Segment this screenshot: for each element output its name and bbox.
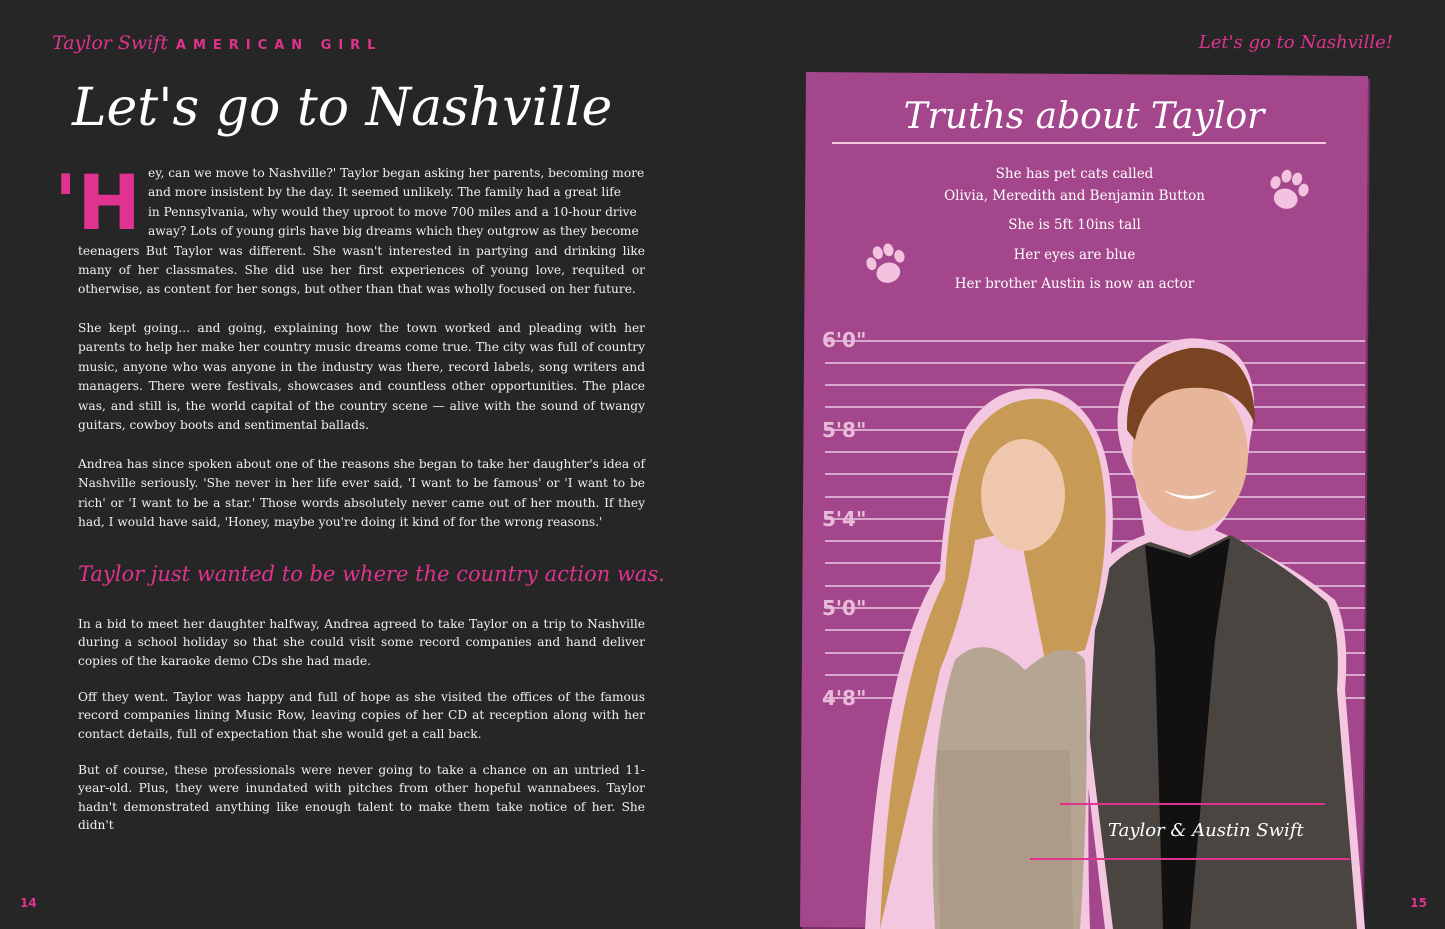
- panel-divider: [832, 142, 1326, 144]
- p1-line: in Pennsylvania, why would they uproot to move 700 miles and a 10-hour drive: [148, 204, 637, 219]
- height-label: 5'8": [822, 418, 867, 442]
- page-title: Let's go to Nashville: [72, 78, 613, 138]
- header-caps: AMERICAN GIRL: [175, 38, 383, 53]
- header-script: Taylor Swift: [52, 32, 168, 54]
- paw-print-icon: [860, 238, 912, 290]
- pull-quote: Taylor just wanted to be where the country action was.: [78, 562, 665, 586]
- p1-line: away? Lots of young girls have big dreams which they outgrow as they become: [148, 224, 639, 239]
- caption-rule-top: [1060, 803, 1325, 805]
- p1-line: and more insistent by the day. It seemed unlikely. The family had a great life: [148, 185, 621, 200]
- p1-rest: teenagers But Taylor was different. She wasn't interested in partying and drinking like many of her classmates. She did use her first experiences of young love, requited or otherwise, as content for her songs, but other than that was wholly focused on her future.: [78, 243, 645, 297]
- paragraph-6: But of course, these professionals were never going to take a chance on an untried 11-year-old. Plus, they were inundated with pitches from other hopeful wannabees. Taylor hadn't demonstrated anything like enough talent to make them take notice of her. She didn't: [78, 763, 645, 832]
- height-label: 5'0": [822, 596, 867, 620]
- paragraph-5: Off they went. Taylor was happy and full of hope as she visited the offices of the famous record companies lining Music Row, leaving copies of her CD at reception along with her contact details, full of expectation that she would get a call back.: [78, 690, 645, 741]
- drop-cap: 'H: [54, 158, 141, 247]
- paragraph-3: Andrea has since spoken about one of the reasons she began to take her daughter's idea of Nashville seriously. 'She never in her life ever said, 'I want to be famous' or 'I want to be rich' or 'I want to be a star.' Those words absolutely never came out of her mouth. If they had, I would have said, 'Honey, maybe you're doing it kind of for the wrong reasons.': [78, 457, 645, 530]
- paragraph-1: [78, 164, 645, 300]
- height-label: 4'8": [822, 686, 867, 710]
- fact-eyes: Her eyes are blue: [1013, 247, 1136, 263]
- caption-rule-bottom: [1030, 858, 1350, 860]
- fact-line: She has pet cats called: [995, 166, 1154, 182]
- running-header-left: [52, 32, 382, 54]
- fact-height: She is 5ft 10ins tall: [1008, 217, 1141, 233]
- running-header-right: Let's go to Nashville!: [1198, 32, 1393, 53]
- paragraph-2: She kept going... and going, explaining how the town worked and pleading with her parents to help her make her country music dreams come true. The city was full of country music, anyone who was anyone in the industry was there, record labels, song writers and managers. There were festivals, showcases and countless other opportunities. The place was, and still is, the world capital of the country scene — alive with the sound of twangy guitars, cowboy boots and sentimental ballads.: [78, 321, 645, 433]
- page-number-right: 15: [1410, 896, 1427, 910]
- height-label: 5'4": [822, 507, 867, 531]
- fact-cats: [893, 163, 1256, 207]
- page-number-left: 14: [20, 896, 37, 910]
- fact-line: Olivia, Meredith and Benjamin Button: [944, 188, 1205, 204]
- p1-line: ey, can we move to Nashville?' Taylor began asking her parents, becoming more: [148, 166, 645, 180]
- paw-print-icon: [1262, 164, 1314, 216]
- photo-caption: Taylor & Austin Swift: [1108, 820, 1304, 841]
- height-label: 6'0": [822, 328, 867, 352]
- paragraph-4: In a bid to meet her daughter halfway, Andrea agreed to take Taylor on a trip to Nashville during a school holiday so that she could visit some record companies and hand deliver copies of the karaoke demo CDs she had made.: [78, 617, 645, 668]
- fact-brother: Her brother Austin is now an actor: [954, 276, 1195, 292]
- panel-title: Truths about Taylor: [903, 96, 1265, 137]
